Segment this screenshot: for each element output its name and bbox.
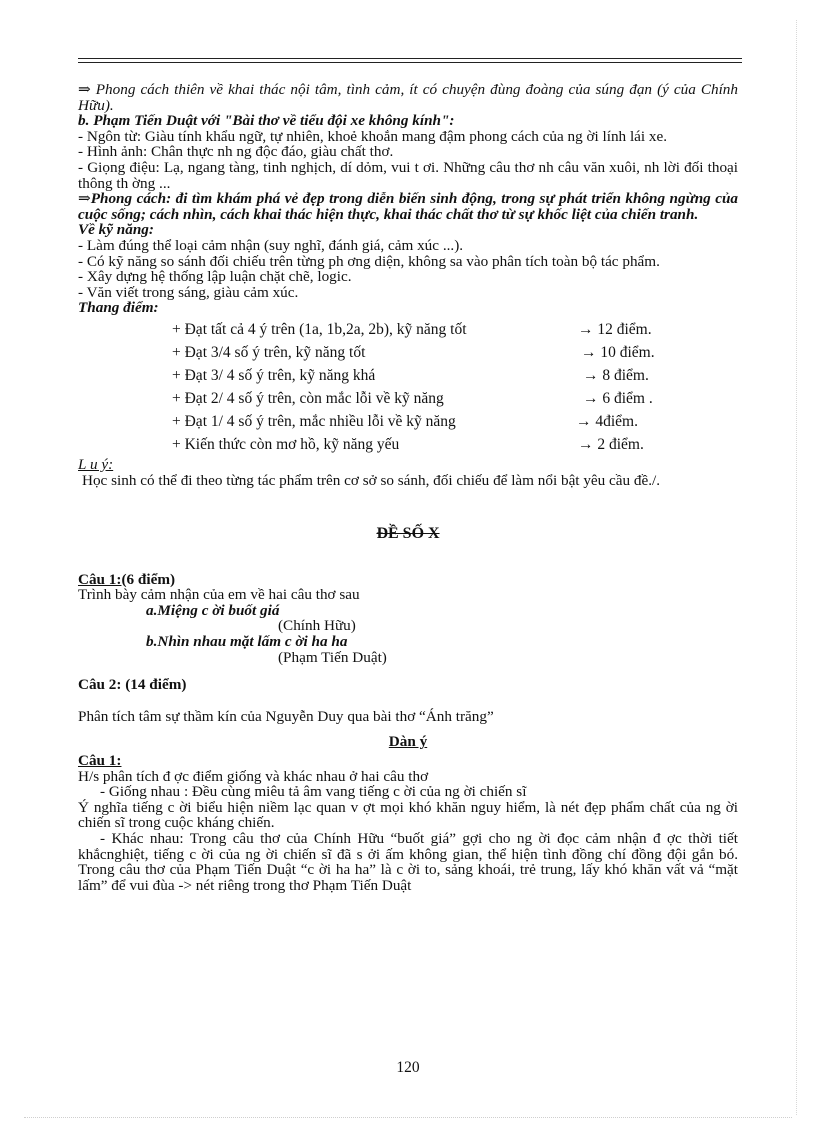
cau1-heading: Câu 1:(6 điểm) <box>78 570 176 588</box>
luu-y-heading: L u ý: <box>78 455 114 473</box>
implies-arrow-icon: ⇒ <box>78 190 91 208</box>
ky-nang-heading: Về kỹ năng: <box>78 221 154 239</box>
ky-nang-item: - Văn viết trong sáng, giàu cảm xúc. <box>78 283 299 301</box>
header-rule-bottom <box>78 62 742 63</box>
page-bottom-edge <box>24 1117 792 1118</box>
ky-nang-item: - Có kỹ năng so sánh đối chiếu trên từng ph ơng diện, không sa vào phân tích toàn bộ tác phẩm. <box>78 252 660 270</box>
score-row: + Kiến thức còn mơ hồ, kỹ năng yếu → 2 điểm. <box>172 435 644 453</box>
exam-title: ĐỀ SỐ X <box>376 525 440 543</box>
thang-diem-heading: Thang điểm: <box>78 299 159 317</box>
cau2-prompt: Phân tích tâm sự thầm kín của Nguyễn Duy qua bài thơ “Ánh trăng” <box>78 707 494 725</box>
score-row: + Đạt 3/4 số ý trên, kỹ năng tốt → 10 điểm. <box>172 343 655 361</box>
outline-cau1-heading: Câu 1: <box>78 752 122 770</box>
score-row: + Đạt 3/ 4 số ý trên, kỹ năng khá → 8 điểm. <box>172 366 649 384</box>
hinh-anh-item: - Hình ảnh: Chân thực nh ng độc đáo, giàu chất thơ. <box>78 143 394 161</box>
giong-dieu-item: - Giọng điệu: Lạ, ngang tàng, tinh nghịch, dí dỏm, vui t ơi. Những câu thơ nh câu văn xuôi, nh lời đối thoại thông th ờng ... <box>78 158 738 192</box>
poem-a-author: (Chính Hữu) <box>278 617 356 635</box>
khac-nhau-paragraph: - Khác nhau: Trong câu thơ của Chính Hữu “buốt giá” gợi cho ng ời đọc cảm nhận đ ợc thời tiết khắcnghiệt, tiếng c ời của ng ời chiến sĩ đã s ởi ấm không gian, thể hiện tình đồng chí đồng đội gắn bó. Trong câu thơ của Phạm Tiến Duật “c ời ha ha” là c ời to, sảng khoái, trẻ trung, lấy khó khăn vất vả “mặt lấm” để vui đùa -> nét riêng trong thơ Phạm Tiến Duật <box>78 830 738 894</box>
score-row: + Đạt tất cả 4 ý trên (1a, 1b,2a, 2b), kỹ năng tốt → 12 điểm. <box>172 320 652 338</box>
cau1-prompt: Trình bày cảm nhận của em về hai câu thơ sau <box>78 586 360 604</box>
poem-b-author: (Phạm Tiến Duật) <box>278 648 387 666</box>
section-b-heading: b. Phạm Tiến Duật với "Bài thơ về tiểu đội xe không kính": <box>78 112 455 130</box>
page-edge <box>796 20 797 1115</box>
phong-cach-text: Phong cách: đi tìm khám phá vẻ đẹp trong diễn biến sinh động, trong sự phát triển không ngừng của cuộc sống; cách nhìn, cách khai thác hiện thực, khai thác chất thơ từ sự khốc liệt của chiến tranh. <box>78 190 738 223</box>
score-list <box>78 318 738 456</box>
header-rule-top <box>78 58 742 59</box>
poem-line-b: b.Nhìn nhau mặt lấm c ời ha ha <box>146 633 348 651</box>
outline-intro: H/s phân tích đ ợc điểm giống và khác nhau ở hai câu thơ <box>78 767 429 785</box>
ky-nang-item: - Xây dựng hệ thống lập luận chặt chẽ, logic. <box>78 268 352 286</box>
ky-nang-item: - Làm đúng thể loại cảm nhận (suy nghĩ, đánh giá, cảm xúc ...). <box>78 236 464 254</box>
page-number: 120 <box>396 1059 420 1076</box>
conclusion-paragraph: ⇒ Phong cách thiên về khai thác nội tâm, tình cảm, ít có chuyện đùng đoàng của súng đạn (ý của Chính Hữu). <box>78 81 738 114</box>
ngon-tu-item: - Ngôn từ: Giàu tính khẩu ngữ, tự nhiên, khoẻ khoắn mang đậm phong cách của ng ời lính lái xe. <box>78 127 668 145</box>
giong-nhau-item: - Giống nhau : Đều cùng miêu tả âm vang tiếng c ời của ng ời chiến sĩ <box>100 783 527 801</box>
y-nghia-paragraph: Ý nghĩa tiếng c ời biểu hiện niềm lạc quan v ợt mọi khó khăn nguy hiểm, là nét đẹp phẩm chất của ng ời chiến sĩ trong cuộc kháng chiến. <box>78 798 738 832</box>
cau2-heading: Câu 2: (14 điểm) <box>78 676 187 694</box>
outline-heading: Dàn ý <box>388 733 428 751</box>
score-row: + Đạt 2/ 4 số ý trên, còn mắc lỗi về kỹ năng → 6 điểm . <box>172 389 653 407</box>
score-row: + Đạt 1/ 4 số ý trên, mắc nhiều lỗi về kỹ năng → 4điểm. <box>172 412 638 430</box>
phong-cach-paragraph <box>78 191 738 222</box>
luu-y-text: Học sinh có thể đi theo từng tác phẩm trên cơ sở so sánh, đối chiếu để làm nổi bật yêu cầu đề./. <box>82 471 661 489</box>
page-body <box>78 82 738 893</box>
poem-line-a: a.Miệng c ời buốt giá <box>146 601 280 619</box>
